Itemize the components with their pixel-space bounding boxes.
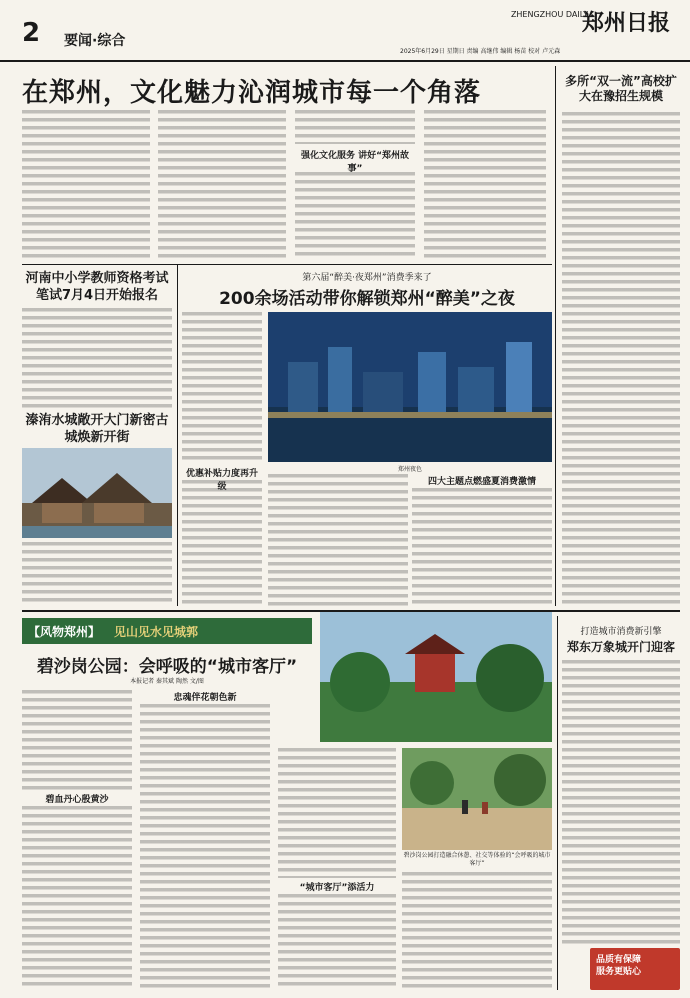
main-article-col-3a (295, 110, 415, 144)
ad-line-2: 服务更贴心 (596, 967, 642, 977)
mid-article-col-3 (412, 488, 552, 606)
mid-article-col-1b (182, 480, 262, 606)
page-header (0, 0, 690, 62)
mid-headline: 200余场活动带你解锁郑州“醉美”之夜 (219, 289, 515, 309)
bottom-byline: 本报记者 秦其斌 陶然 文/图 (130, 678, 204, 685)
bottom-col-4 (402, 872, 552, 990)
night-city-image (268, 312, 552, 462)
main-article-col-3b (295, 172, 415, 260)
right-story2-kicker: 打造城市消费新引擎 (580, 627, 662, 637)
left-story2-photo (22, 448, 172, 538)
bottom-col-1b (22, 806, 132, 990)
bottom-col-1a (22, 690, 132, 790)
ancient-town-image (22, 448, 172, 538)
park-people-image (402, 748, 552, 850)
main-article-col-4 (424, 110, 546, 260)
left-story2-title: 溱洧水城敞开大门新密古城焕新开街 (25, 413, 169, 445)
bottom-top-photo (320, 612, 552, 742)
bottom-headline: 碧沙岗公园：会呼吸的“城市客厅” (36, 657, 298, 677)
section-divider (22, 264, 552, 265)
right-story1-title: 多所“双一流”高校扩大在豫招生规模 (565, 74, 677, 103)
bottom-col-3a (278, 748, 396, 878)
column-divider-2 (177, 264, 178, 606)
column-divider-3 (557, 616, 558, 990)
banner-left: 【风物郑州】 (28, 625, 101, 639)
column-banner (22, 618, 312, 644)
left-story2-body (22, 542, 172, 606)
bottom-subhead-2: 碧血丹心殷黄沙 (45, 795, 109, 805)
main-article-col-1 (22, 110, 150, 260)
bottom-col-2 (140, 704, 270, 990)
main-headline: 在郑州，文化魅力沁润城市每一个角落 (22, 78, 482, 108)
mid-subhead-2: 四大主题点燃盛夏消费激情 (427, 477, 536, 487)
banner-right: 见山见水见城郭 (114, 625, 199, 639)
mid-subhead-1: 优惠补贴力度再升级 (185, 469, 258, 492)
mid-kicker: 第六届“醉美·夜郑州”消费季来了 (302, 273, 432, 283)
left-story1-body (22, 308, 172, 408)
main-subhead: 强化文化服务 讲好“郑州故事” (300, 151, 410, 174)
bottom-side-photo (402, 748, 552, 850)
right-story2-title: 郑东万象城开门迎客 (566, 640, 675, 654)
park-top-image (320, 612, 552, 742)
advertisement[interactable] (590, 948, 680, 990)
mid-article-col-1 (182, 312, 262, 462)
ad-line-1: 品质有保障 (596, 955, 642, 965)
section-label: 要闻·综合 (64, 33, 126, 49)
page-number: 2 (22, 18, 41, 48)
mid-photo-caption: 郑州夜色 (397, 466, 422, 473)
main-article-col-2 (158, 110, 286, 260)
bottom-col-3b (278, 894, 396, 990)
right-story1-body (562, 112, 680, 606)
mid-article-col-2 (268, 474, 408, 606)
bottom-photo-caption: 碧沙岗公园打造融合休憩、社交等体验的“会呼吸的城市客厅” (403, 852, 551, 867)
left-story1-title: 河南中小学教师资格考试笔试7月4日开始报名 (25, 271, 169, 303)
bottom-subhead-1: 忠魂伴花朝色新 (173, 693, 237, 703)
masthead: 郑州日报 (581, 10, 670, 36)
right-story2-body (562, 660, 680, 944)
masthead-en: ZHENGZHOU DAILY (510, 10, 588, 19)
bottom-subhead-3: “城市客厅”添活力 (299, 883, 375, 893)
dateline: 2025年6月29日 星期日 责编 高继伟 编辑 杨苗 校对 卢元森 (400, 48, 561, 55)
column-divider (555, 66, 556, 606)
mid-photo (268, 312, 552, 462)
